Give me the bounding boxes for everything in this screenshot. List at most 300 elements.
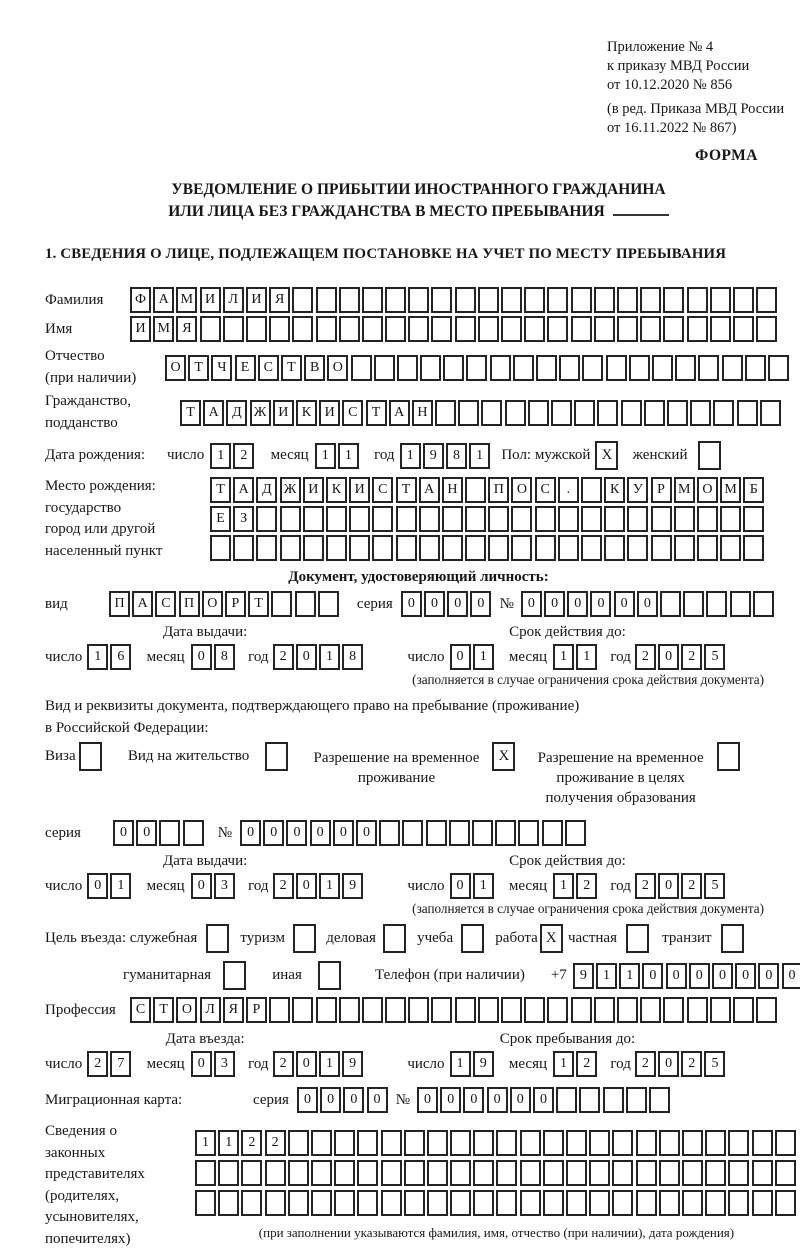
patronymic-box[interactable] — [466, 355, 487, 381]
representatives-line3-box[interactable] — [752, 1190, 773, 1216]
migration-series-box[interactable]: 0 — [297, 1087, 318, 1113]
profession-box[interactable]: Л — [200, 997, 221, 1023]
doc-number-box[interactable]: 0 — [590, 591, 611, 617]
birthplace-line2-box[interactable] — [349, 506, 370, 532]
surname-box[interactable] — [524, 287, 545, 313]
representatives-line3-box[interactable] — [520, 1190, 541, 1216]
profession-box[interactable] — [478, 997, 499, 1023]
doc-expiry-month-box[interactable]: 1 — [553, 644, 574, 670]
representatives-line1-box[interactable] — [473, 1130, 494, 1156]
citizenship-box[interactable] — [505, 400, 526, 426]
birthplace-line1-box[interactable]: О — [511, 477, 532, 503]
birthplace-line2-box[interactable] — [511, 506, 532, 532]
given-name-box[interactable] — [269, 316, 290, 342]
representatives-line2-box[interactable] — [265, 1160, 286, 1186]
doc-expiry-month-box[interactable]: 1 — [576, 644, 597, 670]
profession-box[interactable] — [663, 997, 684, 1023]
phone-number-box[interactable]: 0 — [782, 963, 800, 989]
citizenship-box[interactable]: Т — [366, 400, 387, 426]
surname-box[interactable] — [571, 287, 592, 313]
birthplace-line2-box[interactable] — [326, 506, 347, 532]
patronymic-box[interactable]: В — [304, 355, 325, 381]
patronymic-box[interactable]: Т — [188, 355, 209, 381]
given-name-box[interactable] — [223, 316, 244, 342]
birthplace-line2-box[interactable] — [558, 506, 579, 532]
permit-issue-year-box[interactable]: 2 — [273, 873, 294, 899]
permit-number-box[interactable]: 0 — [310, 820, 331, 846]
citizenship-box[interactable]: А — [389, 400, 410, 426]
permit-number-box[interactable]: 0 — [333, 820, 354, 846]
permit-number-box[interactable]: 0 — [286, 820, 307, 846]
patronymic-box[interactable]: Т — [281, 355, 302, 381]
patronymic-box[interactable]: С — [258, 355, 279, 381]
patronymic-box[interactable] — [397, 355, 418, 381]
phone-number-box[interactable]: 0 — [712, 963, 733, 989]
given-name-box[interactable]: М — [153, 316, 174, 342]
representatives-line1-box[interactable]: 1 — [218, 1130, 239, 1156]
profession-box[interactable]: Я — [223, 997, 244, 1023]
representatives-line3-box[interactable] — [589, 1190, 610, 1216]
surname-box[interactable] — [501, 287, 522, 313]
given-name-box[interactable] — [547, 316, 568, 342]
permit-number-box[interactable] — [495, 820, 516, 846]
birthplace-line2-box[interactable] — [720, 506, 741, 532]
doc-number-box[interactable]: 0 — [637, 591, 658, 617]
birthplace-line3-box[interactable] — [326, 535, 347, 561]
surname-box[interactable] — [733, 287, 754, 313]
permit-number-box[interactable] — [426, 820, 447, 846]
representatives-line2-box[interactable] — [705, 1160, 726, 1186]
profession-box[interactable] — [362, 997, 383, 1023]
doc-number-box[interactable]: 0 — [567, 591, 588, 617]
doc-expiry-year-box[interactable]: 5 — [704, 644, 725, 670]
phone-number-box[interactable]: 0 — [758, 963, 779, 989]
doc-number-box[interactable] — [706, 591, 727, 617]
doc-issue-day-box[interactable]: 1 — [87, 644, 108, 670]
purpose-private-checkbox[interactable] — [626, 924, 649, 953]
birthplace-line1-box[interactable]: О — [697, 477, 718, 503]
citizenship-box[interactable]: К — [296, 400, 317, 426]
representatives-line2-box[interactable] — [427, 1160, 448, 1186]
stay-until-month-box[interactable]: 2 — [576, 1051, 597, 1077]
citizenship-box[interactable]: Ж — [250, 400, 271, 426]
representatives-line3-box[interactable] — [450, 1190, 471, 1216]
permit-issue-year-box[interactable]: 1 — [319, 873, 340, 899]
birthplace-line3-box[interactable] — [349, 535, 370, 561]
patronymic-box[interactable] — [420, 355, 441, 381]
profession-box[interactable] — [385, 997, 406, 1023]
doc-issue-year-box[interactable]: 2 — [273, 644, 294, 670]
permit-expiry-year-box[interactable]: 2 — [681, 873, 702, 899]
profession-box[interactable] — [710, 997, 731, 1023]
birthplace-line3-box[interactable] — [581, 535, 602, 561]
permit-number-box[interactable] — [472, 820, 493, 846]
representatives-line3-box[interactable] — [473, 1190, 494, 1216]
representatives-line1-box[interactable] — [357, 1130, 378, 1156]
representatives-line1-box[interactable] — [589, 1130, 610, 1156]
phone-number-box[interactable]: 0 — [642, 963, 663, 989]
representatives-line1-box[interactable] — [288, 1130, 309, 1156]
representatives-line3-box[interactable] — [612, 1190, 633, 1216]
birthplace-line2-box[interactable] — [303, 506, 324, 532]
doc-number-box[interactable] — [660, 591, 681, 617]
birthplace-line1-box[interactable]: М — [674, 477, 695, 503]
permit-number-box[interactable] — [518, 820, 539, 846]
stay-until-year-box[interactable]: 0 — [658, 1051, 679, 1077]
patronymic-box[interactable] — [722, 355, 743, 381]
representatives-line1-box[interactable]: 2 — [265, 1130, 286, 1156]
doc-series-box[interactable]: 0 — [424, 591, 445, 617]
stay-until-day-box[interactable]: 9 — [473, 1051, 494, 1077]
birthplace-line1-box[interactable]: Т — [396, 477, 417, 503]
birthplace-line3-box[interactable] — [604, 535, 625, 561]
representatives-line1-box[interactable] — [612, 1130, 633, 1156]
representatives-line3-box[interactable] — [682, 1190, 703, 1216]
migration-number-box[interactable]: 0 — [533, 1087, 554, 1113]
citizenship-box[interactable] — [481, 400, 502, 426]
birthplace-line1-box[interactable]: Д — [256, 477, 277, 503]
representatives-line1-box[interactable]: 1 — [195, 1130, 216, 1156]
doc-number-box[interactable]: 0 — [544, 591, 565, 617]
representatives-line2-box[interactable] — [589, 1160, 610, 1186]
doc-issue-month-box[interactable]: 8 — [214, 644, 235, 670]
doc-type-box[interactable] — [318, 591, 339, 617]
representatives-line2-box[interactable] — [450, 1160, 471, 1186]
sex-female-checkbox[interactable] — [698, 441, 721, 470]
permit-number-box[interactable]: 0 — [240, 820, 261, 846]
migration-number-box[interactable]: 0 — [510, 1087, 531, 1113]
birthplace-line3-box[interactable] — [210, 535, 231, 561]
representatives-line1-box[interactable] — [728, 1130, 749, 1156]
birth-day-box[interactable]: 2 — [233, 443, 254, 469]
representatives-line3-box[interactable] — [566, 1190, 587, 1216]
doc-expiry-day-box[interactable]: 1 — [473, 644, 494, 670]
representatives-line3-box[interactable] — [404, 1190, 425, 1216]
stay-until-day-box[interactable]: 1 — [450, 1051, 471, 1077]
migration-number-box[interactable]: 0 — [463, 1087, 484, 1113]
birthplace-line1-box[interactable]: С — [372, 477, 393, 503]
patronymic-box[interactable] — [675, 355, 696, 381]
purpose-official-checkbox[interactable] — [206, 924, 229, 953]
birthplace-line3-box[interactable] — [280, 535, 301, 561]
representatives-line2-box[interactable] — [566, 1160, 587, 1186]
representatives-line3-box[interactable] — [381, 1190, 402, 1216]
stay-until-year-box[interactable]: 2 — [635, 1051, 656, 1077]
patronymic-box[interactable] — [745, 355, 766, 381]
citizenship-box[interactable] — [435, 400, 456, 426]
entry-date-year-box[interactable]: 0 — [296, 1051, 317, 1077]
given-name-box[interactable] — [385, 316, 406, 342]
citizenship-box[interactable] — [737, 400, 758, 426]
representatives-line3-box[interactable] — [311, 1190, 332, 1216]
citizenship-box[interactable] — [574, 400, 595, 426]
birthplace-line2-box[interactable] — [488, 506, 509, 532]
representatives-line2-box[interactable] — [752, 1160, 773, 1186]
birthplace-line1-box[interactable]: Ж — [280, 477, 301, 503]
doc-expiry-year-box[interactable]: 2 — [681, 644, 702, 670]
representatives-line2-box[interactable] — [636, 1160, 657, 1186]
doc-type-box[interactable]: Т — [248, 591, 269, 617]
representatives-line2-box[interactable] — [473, 1160, 494, 1186]
birthplace-line3-box[interactable] — [674, 535, 695, 561]
doc-type-box[interactable]: Р — [225, 591, 246, 617]
given-name-box[interactable] — [663, 316, 684, 342]
doc-expiry-year-box[interactable]: 0 — [658, 644, 679, 670]
birthplace-line1-box[interactable]: У — [627, 477, 648, 503]
representatives-line3-box[interactable] — [543, 1190, 564, 1216]
birthplace-line2-box[interactable]: З — [233, 506, 254, 532]
citizenship-box[interactable]: Т — [180, 400, 201, 426]
patronymic-box[interactable] — [351, 355, 372, 381]
patronymic-box[interactable] — [513, 355, 534, 381]
birthplace-line3-box[interactable] — [535, 535, 556, 561]
birthplace-line2-box[interactable] — [674, 506, 695, 532]
stay-until-year-box[interactable]: 2 — [681, 1051, 702, 1077]
migration-number-box[interactable]: 0 — [487, 1087, 508, 1113]
representatives-line2-box[interactable] — [404, 1160, 425, 1186]
citizenship-box[interactable] — [760, 400, 781, 426]
permit-number-box[interactable] — [379, 820, 400, 846]
citizenship-box[interactable] — [528, 400, 549, 426]
purpose-transit-checkbox[interactable] — [721, 924, 744, 953]
surname-box[interactable] — [663, 287, 684, 313]
surname-box[interactable]: М — [176, 287, 197, 313]
birthplace-line3-box[interactable] — [511, 535, 532, 561]
surname-box[interactable] — [617, 287, 638, 313]
permit-number-box[interactable] — [402, 820, 423, 846]
representatives-line2-box[interactable] — [288, 1160, 309, 1186]
patronymic-box[interactable]: О — [327, 355, 348, 381]
surname-box[interactable] — [756, 287, 777, 313]
birthplace-line1-box[interactable]: Н — [442, 477, 463, 503]
temp-residence-checkbox[interactable]: X — [492, 742, 515, 771]
surname-box[interactable] — [292, 287, 313, 313]
representatives-line2-box[interactable] — [241, 1160, 262, 1186]
given-name-box[interactable] — [316, 316, 337, 342]
profession-box[interactable] — [316, 997, 337, 1023]
patronymic-box[interactable] — [582, 355, 603, 381]
permit-expiry-year-box[interactable]: 5 — [704, 873, 725, 899]
entry-date-year-box[interactable]: 1 — [319, 1051, 340, 1077]
representatives-line2-box[interactable] — [218, 1160, 239, 1186]
citizenship-box[interactable] — [690, 400, 711, 426]
profession-box[interactable] — [501, 997, 522, 1023]
given-name-box[interactable] — [292, 316, 313, 342]
given-name-box[interactable] — [431, 316, 452, 342]
permit-issue-year-box[interactable]: 0 — [296, 873, 317, 899]
permit-series-box[interactable] — [159, 820, 180, 846]
representatives-line1-box[interactable] — [682, 1130, 703, 1156]
doc-issue-year-box[interactable]: 0 — [296, 644, 317, 670]
representatives-line3-box[interactable] — [288, 1190, 309, 1216]
migration-number-box[interactable] — [649, 1087, 670, 1113]
purpose-business-checkbox[interactable] — [383, 924, 406, 953]
patronymic-box[interactable] — [559, 355, 580, 381]
profession-box[interactable] — [408, 997, 429, 1023]
birthplace-line1-box[interactable]: К — [604, 477, 625, 503]
doc-series-box[interactable]: 0 — [447, 591, 468, 617]
stay-until-year-box[interactable]: 5 — [704, 1051, 725, 1077]
birthplace-line1-box[interactable]: И — [349, 477, 370, 503]
migration-number-box[interactable] — [556, 1087, 577, 1113]
given-name-box[interactable] — [687, 316, 708, 342]
representatives-line3-box[interactable] — [705, 1190, 726, 1216]
doc-type-box[interactable]: П — [109, 591, 130, 617]
given-name-box[interactable]: И — [130, 316, 151, 342]
representatives-line3-box[interactable] — [241, 1190, 262, 1216]
citizenship-box[interactable] — [644, 400, 665, 426]
citizenship-box[interactable]: С — [342, 400, 363, 426]
entry-date-year-box[interactable]: 9 — [342, 1051, 363, 1077]
representatives-line2-box[interactable] — [659, 1160, 680, 1186]
surname-box[interactable] — [687, 287, 708, 313]
given-name-box[interactable] — [362, 316, 383, 342]
given-name-box[interactable] — [478, 316, 499, 342]
profession-box[interactable]: С — [130, 997, 151, 1023]
birthplace-line1-box[interactable] — [465, 477, 486, 503]
birthplace-line3-box[interactable] — [256, 535, 277, 561]
patronymic-box[interactable] — [374, 355, 395, 381]
patronymic-box[interactable] — [536, 355, 557, 381]
patronymic-box[interactable]: О — [165, 355, 186, 381]
surname-box[interactable] — [710, 287, 731, 313]
migration-series-box[interactable]: 0 — [343, 1087, 364, 1113]
birthplace-line3-box[interactable] — [627, 535, 648, 561]
permit-issue-month-box[interactable]: 0 — [191, 873, 212, 899]
purpose-study-checkbox[interactable] — [461, 924, 484, 953]
given-name-box[interactable] — [710, 316, 731, 342]
representatives-line1-box[interactable] — [636, 1130, 657, 1156]
permit-number-box[interactable]: 0 — [356, 820, 377, 846]
birthplace-line3-box[interactable] — [465, 535, 486, 561]
birthplace-line2-box[interactable] — [396, 506, 417, 532]
profession-box[interactable] — [524, 997, 545, 1023]
profession-box[interactable] — [733, 997, 754, 1023]
birthplace-line2-box[interactable] — [256, 506, 277, 532]
entry-date-day-box[interactable]: 7 — [110, 1051, 131, 1077]
doc-number-box[interactable]: 0 — [614, 591, 635, 617]
birthplace-line2-box[interactable] — [651, 506, 672, 532]
given-name-box[interactable] — [594, 316, 615, 342]
doc-type-box[interactable]: А — [132, 591, 153, 617]
profession-box[interactable] — [756, 997, 777, 1023]
birthplace-line3-box[interactable] — [303, 535, 324, 561]
permit-expiry-month-box[interactable]: 1 — [553, 873, 574, 899]
entry-date-day-box[interactable]: 2 — [87, 1051, 108, 1077]
permit-issue-month-box[interactable]: 3 — [214, 873, 235, 899]
migration-number-box[interactable]: 0 — [440, 1087, 461, 1113]
doc-number-box[interactable]: 0 — [521, 591, 542, 617]
phone-number-box[interactable]: 0 — [666, 963, 687, 989]
patronymic-box[interactable] — [490, 355, 511, 381]
birthplace-line1-box[interactable]: П — [488, 477, 509, 503]
birthplace-line1-box[interactable]: К — [326, 477, 347, 503]
representatives-line1-box[interactable] — [334, 1130, 355, 1156]
permit-expiry-day-box[interactable]: 1 — [473, 873, 494, 899]
doc-number-box[interactable] — [753, 591, 774, 617]
citizenship-box[interactable]: И — [319, 400, 340, 426]
citizenship-box[interactable]: И — [273, 400, 294, 426]
given-name-box[interactable] — [756, 316, 777, 342]
surname-box[interactable]: А — [153, 287, 174, 313]
representatives-line3-box[interactable] — [357, 1190, 378, 1216]
birth-year-box[interactable]: 8 — [446, 443, 467, 469]
profession-box[interactable]: Т — [153, 997, 174, 1023]
patronymic-box[interactable]: Е — [235, 355, 256, 381]
surname-box[interactable] — [408, 287, 429, 313]
birthplace-line3-box[interactable] — [697, 535, 718, 561]
migration-series-box[interactable]: 0 — [320, 1087, 341, 1113]
surname-box[interactable]: И — [246, 287, 267, 313]
birth-year-box[interactable]: 1 — [400, 443, 421, 469]
permit-issue-year-box[interactable]: 9 — [342, 873, 363, 899]
profession-box[interactable] — [571, 997, 592, 1023]
representatives-line1-box[interactable] — [311, 1130, 332, 1156]
representatives-line1-box[interactable] — [520, 1130, 541, 1156]
profession-box[interactable] — [687, 997, 708, 1023]
representatives-line1-box[interactable] — [404, 1130, 425, 1156]
doc-series-box[interactable]: 0 — [470, 591, 491, 617]
migration-number-box[interactable] — [603, 1087, 624, 1113]
doc-type-box[interactable]: П — [179, 591, 200, 617]
birthplace-line3-box[interactable] — [233, 535, 254, 561]
birth-month-box[interactable]: 1 — [338, 443, 359, 469]
surname-box[interactable] — [640, 287, 661, 313]
citizenship-box[interactable] — [667, 400, 688, 426]
doc-type-box[interactable] — [295, 591, 316, 617]
birthplace-line3-box[interactable] — [651, 535, 672, 561]
citizenship-box[interactable]: А — [203, 400, 224, 426]
residence-permit-checkbox[interactable] — [265, 742, 288, 771]
citizenship-box[interactable]: Н — [412, 400, 433, 426]
representatives-line3-box[interactable] — [427, 1190, 448, 1216]
citizenship-box[interactable] — [713, 400, 734, 426]
birthplace-line2-box[interactable] — [442, 506, 463, 532]
birthplace-line2-box[interactable]: Е — [210, 506, 231, 532]
phone-number-box[interactable]: 0 — [689, 963, 710, 989]
representatives-line3-box[interactable] — [195, 1190, 216, 1216]
citizenship-box[interactable] — [621, 400, 642, 426]
representatives-line1-box[interactable] — [752, 1130, 773, 1156]
profession-box[interactable] — [640, 997, 661, 1023]
birthplace-line2-box[interactable] — [581, 506, 602, 532]
surname-box[interactable] — [455, 287, 476, 313]
surname-box[interactable] — [431, 287, 452, 313]
surname-box[interactable] — [316, 287, 337, 313]
patronymic-box[interactable] — [629, 355, 650, 381]
permit-expiry-year-box[interactable]: 2 — [635, 873, 656, 899]
surname-box[interactable] — [594, 287, 615, 313]
doc-expiry-day-box[interactable]: 0 — [450, 644, 471, 670]
migration-number-box[interactable]: 0 — [417, 1087, 438, 1113]
birthplace-line1-box[interactable]: С — [535, 477, 556, 503]
representatives-line2-box[interactable] — [195, 1160, 216, 1186]
birthplace-line3-box[interactable] — [442, 535, 463, 561]
doc-type-box[interactable]: О — [202, 591, 223, 617]
purpose-humanitarian-checkbox[interactable] — [223, 961, 246, 990]
representatives-line1-box[interactable] — [659, 1130, 680, 1156]
phone-number-box[interactable]: 0 — [735, 963, 756, 989]
stay-until-month-box[interactable]: 1 — [553, 1051, 574, 1077]
migration-number-box[interactable] — [579, 1087, 600, 1113]
permit-number-box[interactable] — [449, 820, 470, 846]
profession-box[interactable] — [431, 997, 452, 1023]
representatives-line2-box[interactable] — [682, 1160, 703, 1186]
birthplace-line2-box[interactable] — [419, 506, 440, 532]
representatives-line2-box[interactable] — [520, 1160, 541, 1186]
doc-type-box[interactable] — [271, 591, 292, 617]
birthplace-line2-box[interactable] — [743, 506, 764, 532]
